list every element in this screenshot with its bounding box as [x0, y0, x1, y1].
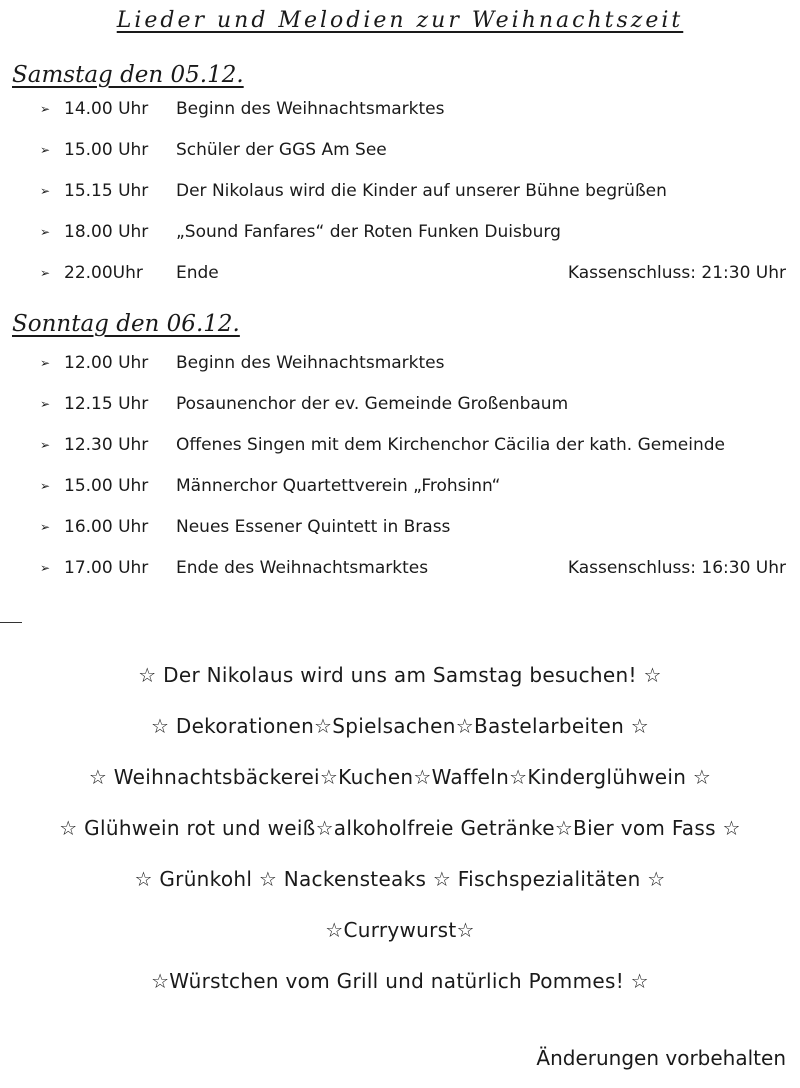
event-time: 15.00 Uhr — [64, 476, 149, 496]
schedule-row — [0, 89, 800, 130]
schedule-sunday — [0, 343, 800, 589]
event-time: 12.00 Uhr — [64, 353, 149, 373]
schedule-row — [0, 507, 800, 548]
highlight-line: ☆ Grünkohl ☆ Nackensteaks ☆ Fischspezialitäten ☆ — [134, 867, 666, 891]
schedule-row — [0, 130, 800, 171]
arrow-bullet-icon: ➢ — [40, 561, 51, 575]
arrow-bullet-icon: ➢ — [40, 479, 51, 493]
schedule-row — [0, 253, 800, 294]
event-time: 22.00Uhr — [64, 263, 143, 283]
highlight-line: ☆ Der Nikolaus wird uns am Samstag besuchen! ☆ — [138, 663, 662, 687]
event-time: 16.00 Uhr — [64, 517, 149, 537]
arrow-bullet-icon: ➢ — [40, 184, 51, 198]
schedule-row — [0, 384, 800, 425]
arrow-bullet-icon: ➢ — [40, 520, 51, 534]
changes-reserved-note: Änderungen vorbehalten — [536, 1046, 786, 1070]
schedule-row — [0, 466, 800, 507]
schedule-saturday — [0, 89, 800, 294]
cashier-closing-note: Kassenschluss: 16:30 Uhr — [567, 558, 786, 578]
highlight-line: ☆Currywurst☆ — [325, 918, 475, 942]
event-time: 14.00 Uhr — [64, 99, 149, 119]
event-description: Ende des Weihnachtsmarktes — [176, 558, 429, 578]
event-description: Neues Essener Quintett in Brass — [176, 517, 451, 537]
schedule-row — [0, 171, 800, 212]
event-description: Beginn des Weihnachtsmarktes — [176, 353, 445, 373]
arrow-bullet-icon: ➢ — [40, 397, 51, 411]
highlight-line: ☆ Dekorationen☆Spielsachen☆Bastelarbeiten ☆ — [150, 714, 649, 738]
event-time: 18.00 Uhr — [64, 222, 149, 242]
event-description: Männerchor Quartettverein „Frohsinn“ — [176, 476, 501, 496]
schedule-row — [0, 548, 800, 589]
highlights-list — [0, 650, 800, 1007]
day-heading-saturday: Samstag den 05.12. — [12, 62, 244, 88]
event-description: Der Nikolaus wird die Kinder auf unserer Bühne begrüßen — [176, 181, 667, 201]
event-description: Posaunenchor der ev. Gemeinde Großenbaum — [176, 394, 569, 414]
event-time: 12.30 Uhr — [64, 435, 149, 455]
event-description: Ende — [176, 263, 219, 283]
event-description: Offenes Singen mit dem Kirchenchor Cäcilia der kath. Gemeinde — [176, 435, 725, 455]
divider-line — [0, 622, 22, 623]
event-time: 15.00 Uhr — [64, 140, 149, 160]
event-description: Schüler der GGS Am See — [176, 140, 387, 160]
event-time: 12.15 Uhr — [64, 394, 149, 414]
highlight-line: ☆ Weihnachtsbäckerei☆Kuchen☆Waffeln☆Kinderglühwein ☆ — [88, 765, 712, 789]
event-description: „Sound Fanfares“ der Roten Funken Duisburg — [176, 222, 561, 242]
page-title: Lieder und Melodien zur Weihnachtszeit — [116, 8, 684, 33]
highlight-line: ☆Würstchen vom Grill und natürlich Pommes! ☆ — [151, 969, 649, 993]
day-heading-sunday: Sonntag den 06.12. — [12, 311, 240, 337]
cashier-closing-note: Kassenschluss: 21:30 Uhr — [567, 263, 786, 283]
arrow-bullet-icon: ➢ — [40, 438, 51, 452]
schedule-row — [0, 425, 800, 466]
schedule-row — [0, 212, 800, 253]
highlight-line: ☆ Glühwein rot und weiß☆alkoholfreie Getränke☆Bier vom Fass ☆ — [59, 816, 741, 840]
schedule-row — [0, 343, 800, 384]
arrow-bullet-icon: ➢ — [40, 266, 51, 280]
event-time: 17.00 Uhr — [64, 558, 149, 578]
arrow-bullet-icon: ➢ — [40, 356, 51, 370]
arrow-bullet-icon: ➢ — [40, 102, 51, 116]
event-time: 15.15 Uhr — [64, 181, 149, 201]
arrow-bullet-icon: ➢ — [40, 225, 51, 239]
event-description: Beginn des Weihnachtsmarktes — [176, 99, 445, 119]
arrow-bullet-icon: ➢ — [40, 143, 51, 157]
